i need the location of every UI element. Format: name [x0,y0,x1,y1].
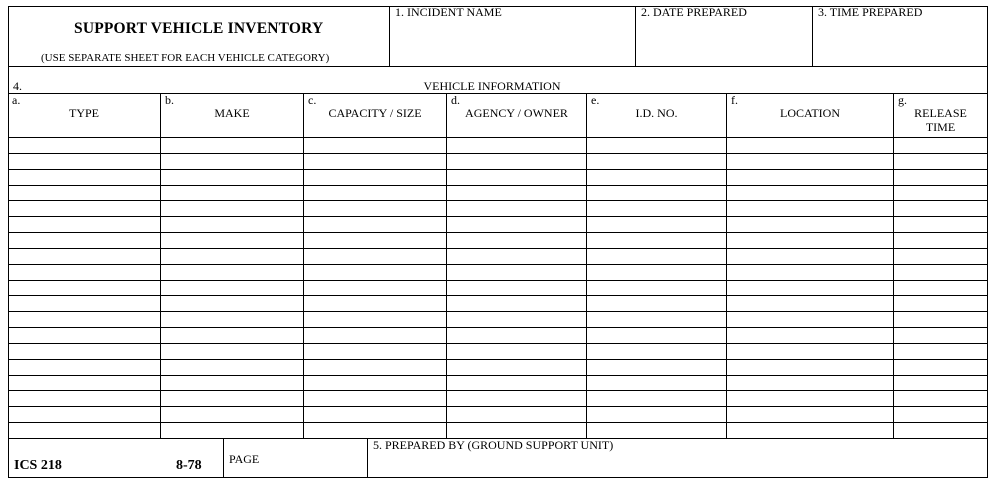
column-header-type [8,94,160,137]
column-letter: f. [731,93,738,107]
incident-name-label: 1. INCIDENT NAME [395,5,502,19]
column-label: RELEASE [914,106,967,120]
table-row[interactable] [8,232,988,233]
column-header-make [161,94,303,137]
column-header-capacity-size [304,94,446,137]
column-label-line2: TIME [925,120,956,134]
table-row[interactable] [8,359,988,360]
column-divider [726,94,727,439]
column-header-location [727,94,893,137]
column-letter: g. [898,93,907,107]
time-prepared-label: 3. TIME PREPARED [818,5,923,19]
column-divider [446,94,447,439]
column-label: TYPE [69,106,99,120]
column-divider [586,94,587,439]
column-divider [160,94,161,439]
column-label: MAKE [214,106,250,120]
column-header-release-time [894,94,987,137]
column-header-agency-owner [447,94,586,137]
table-row[interactable] [8,311,988,312]
column-label: I.D. NO. [635,106,678,120]
section4-number: 4. [13,79,22,93]
table-row[interactable] [8,390,988,391]
column-header-id-no [587,94,726,137]
footer-divider-1 [223,439,224,478]
column-letter: e. [591,93,600,107]
border-left [8,6,9,478]
table-row[interactable] [8,248,988,249]
header-bottom-rule [8,66,988,67]
column-label: AGENCY / OWNER [465,106,568,120]
section4-title: VEHICLE INFORMATION [423,79,561,93]
table-row[interactable] [8,264,988,265]
column-divider [893,94,894,439]
table-row[interactable] [8,185,988,186]
column-label: CAPACITY / SIZE [328,106,422,120]
form-id: ICS 218 [14,458,62,473]
header-divider-3 [812,6,813,66]
table-row[interactable] [8,169,988,170]
ics-218-form [8,6,988,478]
page-label: PAGE [229,452,260,466]
table-row[interactable] [8,343,988,344]
table-row[interactable] [8,375,988,376]
column-label: LOCATION [780,106,840,120]
column-letter: c. [308,93,317,107]
table-row[interactable] [8,200,988,201]
column-divider [303,94,304,439]
header-divider-2 [635,6,636,66]
header-divider-1 [389,6,390,66]
footer-divider-2 [367,439,368,478]
column-letter: a. [12,93,21,107]
table-row[interactable] [8,216,988,217]
table-row[interactable] [8,280,988,281]
form-title: SUPPORT VEHICLE INVENTORY [74,20,324,37]
table-row[interactable] [8,422,988,423]
form-subtitle: (USE SEPARATE SHEET FOR EACH VEHICLE CATEGORY) [41,52,330,64]
form-version: 8-78 [176,458,202,473]
table-row[interactable] [8,327,988,328]
table-row[interactable] [8,153,988,154]
border-bottom [8,477,988,478]
table-row[interactable] [8,295,988,296]
table-row[interactable] [8,406,988,407]
border-right [987,6,988,478]
date-prepared-label: 2. DATE PREPARED [641,5,747,19]
column-letter: b. [165,93,174,107]
prepared-by-label: 5. PREPARED BY (GROUND SUPPORT UNIT) [373,438,614,452]
table-row[interactable] [8,137,988,138]
column-letter: d. [451,93,460,107]
